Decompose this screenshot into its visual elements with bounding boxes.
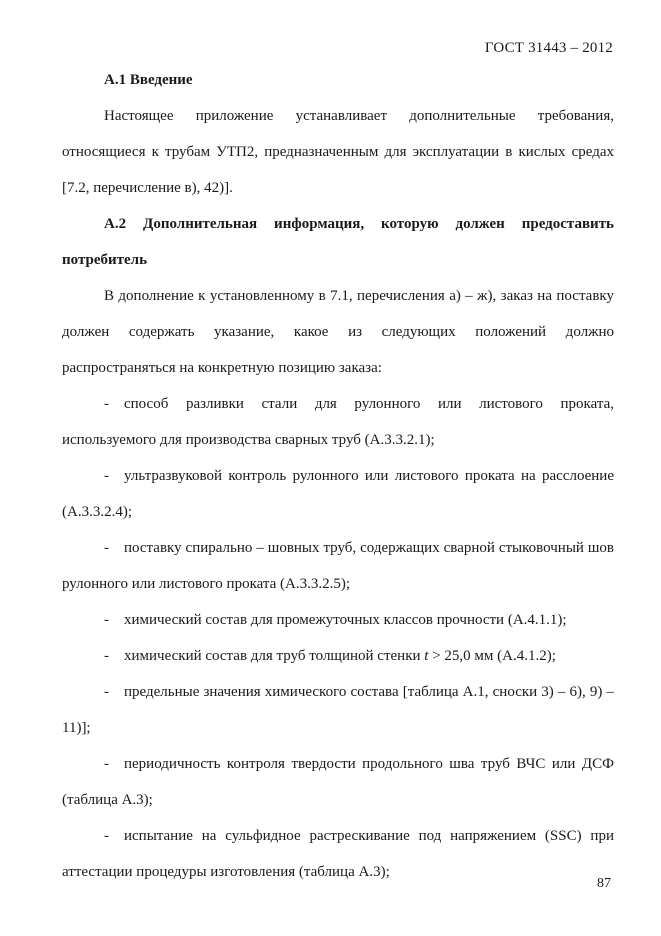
list-item: [62, 458, 614, 530]
list-dash: -: [104, 648, 109, 664]
list-dash: -: [104, 396, 109, 412]
list-item-text: химический состав для промежуточных классов прочности (А.4.1.1);: [124, 612, 567, 628]
list-dash: -: [104, 540, 109, 556]
list-item-text: испытание на сульфидное растрескивание под напряжением (SSC) при аттестации процедуры изготовления (таблица А.3);: [62, 828, 614, 880]
list-item: [62, 602, 614, 638]
list-dash: -: [104, 468, 109, 484]
list-item: [62, 818, 614, 890]
list-dash: -: [104, 612, 109, 628]
list-dash: -: [104, 828, 109, 844]
list-dash: -: [104, 756, 109, 772]
list-dash: -: [104, 684, 109, 700]
wall-thickness-variable: t: [424, 648, 429, 664]
list-item-text-tail: > 25,0 мм (А.4.1.2);: [428, 648, 556, 664]
page-number: 87: [597, 876, 611, 891]
page-content: [62, 62, 614, 890]
list-item: [62, 746, 614, 818]
section-heading-a1: А.1 Введение: [104, 72, 193, 88]
document-code: ГОСТ 31443 – 2012: [484, 40, 613, 56]
list-item: [62, 530, 614, 602]
list-item: [62, 386, 614, 458]
list-item-text: периодичность контроля твердости продольного шва труб ВЧС или ДСФ (таблица А.3);: [62, 756, 614, 808]
list-item-text: ультразвуковой контроль рулонного или листового проката на расслоение (А.3.3.2.4);: [62, 468, 614, 520]
list-item-text: химический состав для труб толщиной стенки: [124, 648, 421, 664]
list-item-text: предельные значения химического состава [таблица А.1, сноски 3) – 6), 9) – 11)];: [62, 684, 614, 736]
section-text-a2: В дополнение к установленному в 7.1, перечисления а) – ж), заказ на поставку должен содержать указание, какое из следующих положений должно распространяться на конкретную позицию заказа:: [62, 288, 614, 376]
list-item: [62, 638, 614, 674]
list-item: [62, 674, 614, 746]
list-item-text: поставку спирально – шовных труб, содержащих сварной стыковочный шов рулонного или листового проката (А.3.3.2.5);: [62, 540, 614, 592]
list-item-text: способ разливки стали для рулонного или листового проката, используемого для производства сварных труб (А.3.3.2.1);: [62, 396, 614, 448]
section-text-a1: Настоящее приложение устанавливает дополнительные требования, относящиеся к трубам УТП2, предназначенным для эксплуатации в кислых средах [7.2, перечисление в), 42)].: [62, 108, 614, 196]
section-heading-a2: А.2 Дополнительная информация, которую должен предоставить потребитель: [62, 216, 614, 268]
